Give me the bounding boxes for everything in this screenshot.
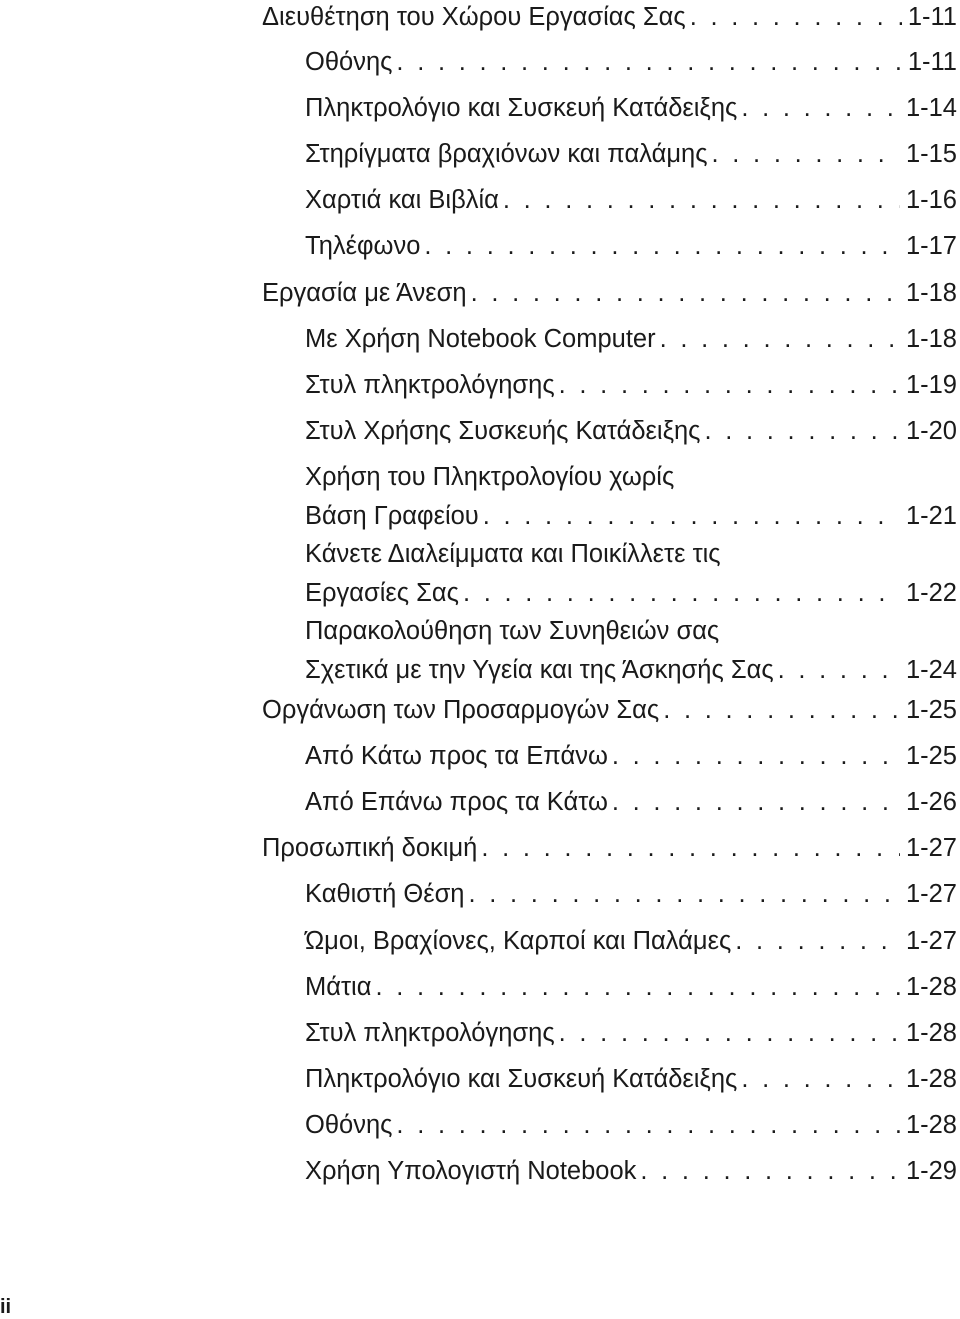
toc-entry-title: Εργασία με Άνεση (262, 279, 467, 307)
toc-entry-title: Σχετικά με την Υγεία και της Άσκησής Σας (305, 656, 774, 684)
dot-leader (612, 787, 900, 818)
dot-leader (375, 972, 899, 1003)
toc-entry-page: 1-28 (905, 973, 957, 1001)
dot-leader (559, 370, 900, 401)
toc-entry-title: Εργασίες Σας (305, 579, 459, 607)
toc-entry-title: Διευθέτηση του Χώρου Εργασίας Σας (262, 3, 686, 31)
toc-entry-title: Χαρτιά και Βιβλία (305, 186, 499, 214)
dot-leader (735, 926, 900, 957)
toc-entry[interactable] (305, 1156, 957, 1187)
toc-entry-page: 1-26 (905, 788, 957, 816)
toc-entry-page: 1-28 (905, 1111, 957, 1139)
dot-leader (424, 231, 900, 262)
page-number: ii (0, 1296, 12, 1318)
toc-entry[interactable] (305, 231, 957, 262)
dot-leader (660, 324, 900, 355)
toc-entry-title-line1: Κάνετε Διαλείμματα και Ποικίλλετε τις (305, 540, 721, 568)
dot-leader (741, 93, 900, 124)
toc-entry-title: Από Κάτω προς τα Επάνω (305, 742, 608, 770)
dot-leader (463, 578, 900, 609)
toc-entry[interactable] (305, 93, 957, 124)
toc-entry-title: Από Επάνω προς τα Κάτω (305, 788, 608, 816)
toc-entry-page: 1-11 (907, 3, 957, 31)
dot-leader (481, 833, 900, 864)
toc-entry-title-line1: Παρακολούθηση των Συνηθειών σας (305, 617, 720, 645)
toc-entry[interactable] (305, 616, 957, 686)
toc-entry[interactable] (262, 2, 957, 33)
toc-entry-title: Οργάνωση των Προσαρμογών Σας (262, 696, 660, 724)
toc-entry-page: 1-27 (905, 927, 957, 955)
toc-entry-page: 1-11 (907, 48, 957, 76)
toc-entry-title: Ώμοι, Βραχίονες, Καρποί και Παλάμες (305, 927, 732, 955)
toc-entry-page: 1-14 (905, 94, 957, 122)
toc-entry[interactable] (305, 972, 957, 1003)
toc-entry-title: Χρήση Υπολογιστή Notebook (305, 1157, 637, 1185)
toc-entry-title: Στυλ Χρήσης Συσκευής Κατάδειξης (305, 417, 701, 445)
toc-entry-page: 1-22 (905, 579, 957, 607)
toc-entry[interactable] (305, 1110, 957, 1141)
toc-entry-title: Με Χρήση Notebook Computer (305, 325, 656, 353)
toc-entry[interactable] (305, 741, 957, 772)
toc-entry[interactable] (305, 787, 957, 818)
toc-entry-page: 1-24 (905, 656, 957, 684)
toc-entry[interactable] (305, 185, 957, 216)
toc-entry-title: Μάτια (305, 973, 372, 1001)
toc-entry[interactable] (305, 47, 957, 78)
toc-entry-title: Προσωπική δοκιμή (262, 834, 478, 862)
dot-leader (469, 879, 900, 910)
toc-entry[interactable] (262, 695, 957, 726)
toc-entry-title: Στηρίγματα βραχιόνων και παλάμης (305, 140, 708, 168)
dot-leader (612, 741, 900, 772)
toc-entry-title: Τηλέφωνο (305, 232, 421, 260)
toc-entry[interactable] (305, 462, 957, 532)
toc-entry-title: Πληκτρολόγιο και Συσκευή Κατάδειξης (305, 1065, 738, 1093)
toc-entry[interactable] (262, 278, 957, 309)
toc-entry-page: 1-18 (905, 279, 957, 307)
toc-entry-title: Οθόνης (305, 1111, 393, 1139)
toc-entry-page: 1-27 (905, 834, 957, 862)
dot-leader (396, 1110, 900, 1141)
toc-entry-page: 1-19 (905, 371, 957, 399)
dot-leader (483, 501, 900, 532)
toc-entry[interactable] (305, 879, 957, 910)
toc-entry[interactable] (305, 926, 957, 957)
toc-entry[interactable] (305, 139, 957, 170)
dot-leader (704, 416, 899, 447)
toc-entry-title: Στυλ πληκτρολόγησης (305, 1019, 555, 1047)
toc-entry[interactable] (305, 539, 957, 609)
toc-entry-page: 1-17 (905, 232, 957, 260)
dot-leader (559, 1018, 900, 1049)
toc-entry-title: Οθόνης (305, 48, 393, 76)
dot-leader (663, 695, 900, 726)
toc-entry-page: 1-25 (905, 742, 957, 770)
toc-entry-page: 1-20 (905, 417, 957, 445)
toc-entry-title: Καθιστή Θέση (305, 880, 465, 908)
toc-entry-page: 1-15 (905, 140, 957, 168)
dot-leader (690, 2, 902, 33)
toc-entry-title: Στυλ πληκτρολόγησης (305, 371, 555, 399)
dot-leader (396, 47, 901, 78)
toc-entry-page: 1-29 (905, 1157, 957, 1185)
toc-entry[interactable] (305, 1018, 957, 1049)
dot-leader (471, 278, 900, 309)
toc-entry-title-line1: Χρήση του Πληκτρολογίου χωρίς (305, 463, 675, 491)
toc-entry-page: 1-28 (905, 1019, 957, 1047)
toc-entry[interactable] (305, 1064, 957, 1095)
toc-entry-page: 1-18 (905, 325, 957, 353)
dot-leader (741, 1064, 900, 1095)
dot-leader (503, 185, 900, 216)
toc-entry-page: 1-25 (905, 696, 957, 724)
toc-entry-page: 1-21 (905, 502, 957, 530)
toc-entry[interactable] (305, 324, 957, 355)
toc-entry[interactable] (305, 370, 957, 401)
toc-entry[interactable] (305, 416, 957, 447)
toc-entry-page: 1-27 (905, 880, 957, 908)
toc-entry-page: 1-16 (905, 186, 957, 214)
dot-leader (712, 139, 900, 170)
toc-entry-page: 1-28 (905, 1065, 957, 1093)
toc-entry-title: Βάση Γραφείου (305, 502, 479, 530)
toc-entry[interactable] (262, 833, 957, 864)
dot-leader (640, 1156, 900, 1187)
toc-entry-title: Πληκτρολόγιο και Συσκευή Κατάδειξης (305, 94, 738, 122)
dot-leader (778, 655, 900, 686)
